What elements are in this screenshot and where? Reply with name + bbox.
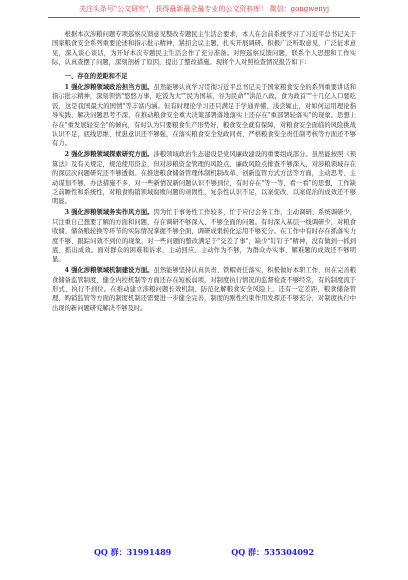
intro-paragraph: 根据本次涉粮问题专项巡察反馈意见整改专题民主生活会要求，本人在会前系统学习了习近平总书记关于国家粮食安全系列重要论述和指示批示精神，紧扣会议主题，扎实开展调研，积极广泛听取意见，广泛征求意见，深入谈心谈话，为开好本次专题民主生活会作了充分准备。对照巡察反馈问题，联系个人思想和工作实际，认真查摆了问题，深刻剖析了原因，提出了整改措施。现将个人对照检查情况报告如下：	[52, 31, 356, 67]
item-paragraph	[52, 150, 356, 206]
item-paragraph	[52, 266, 356, 313]
item-lead: 4 强化涉粮领域机制建设方面。	[64, 267, 154, 275]
item-text: 虽然能够坚持认真负责、铁帽责任落实，积极做好本职工作，但在完善粮食储备监管制度、健全内控机制等方面还存在短板弱项，对制度执行情况的监督检查不够经常，有的制度流于形式、执行不到位。在推动建立涉粮问题长效机制、防范化解粮食安全风险上，还有一定差距，粮食储备管理、购销监管等方面的制度机制还需要进一步健全完善，制度的刚性约束作用发挥还不够充分，对制度执行中出现的新问题研究解决不够及时。	[52, 267, 356, 312]
item-paragraph	[52, 83, 356, 149]
document-body	[52, 30, 356, 315]
item-text: 因为忙于事务性工作较多，忙于应付会务工作，主动调研、系统调研少，只注重自己想要了解的方面和问题，存在调研不够深入、不够全面的问题。有时深入基层一线调研少，对粮食收储、储备粮轮换等环节的实际情况掌握不够全面，调研成果转化运用不够充分。在工作中有时存在抓落实力度不够、跟踪问效不到位的现象，对一些问题的整改满足于"交差了事"，缺少"钉钉子"精神，没有做到一抓到底、抓出成效。面对群众的困难和诉求，主动回应、主动作为不够，为群众办实事、解难题的成效还不够明显。	[52, 209, 356, 264]
item-lead: 3 强化涉粮领域务实作风方面。	[64, 209, 154, 217]
item-lead: 2 强化涉粮领域探索研究方面。	[64, 151, 154, 159]
item-paragraph	[52, 208, 356, 264]
footer-qq-group-1: QQ 群：31991489	[93, 547, 172, 557]
page-header: 关注头条号"公文研究"，获得最新最全最专业的公文资料库！ 微信：gongwenyj	[48, 4, 360, 18]
footer-qq-group-2: QQ 群：535304092	[231, 547, 315, 557]
section-title: 一、存在的差距和不足	[64, 72, 128, 80]
page-footer	[48, 546, 360, 558]
item-text: 虽然能够认真学习贯彻习近平总书记关于国家粮食安全的系列重要讲话和指示批示精神，深刻领悟"悠悠万事，吃饭为大""民为国基，谷为民命""洪范八政，食为政首""十几亿人口要吃饭，这是我国最大的国情"等丰富内涵。但有时理论学习还只满足于学通弄懂、浅尝辄止，对如何运用理论指导实践、解决问题思考不深，在推动粮食安全重大决策部署落地落实上还存在"重部署轻落实"的现象。思想上存在"重发展轻安全"的倾向，有时认为只要粮食生产形势好，粮食安全就有保障，对粮食安全面临的风险挑战认识不足，底线思维、忧患意识还不够强，在落实粮食安全党政同责、严格粮食安全责任制考核等方面还不够有力。	[52, 84, 356, 148]
item-text: 涉粮领域政治生态建设是党风廉政建设的重要组成部分。虽然能按照《预算法》及有关规定，规范使用资金，但对涉粮资金管理的风险点、廉政风险点排查不够深入，对涉粮领域存在的深层次问题研究还不够透彻。在推进粮食储备管理体制机制改革、创新监管方式方法等方面，主动思考、主动谋划不够，办法措施不多，对一些新情况新问题认识不够到位，有时存在"等一等、看一看"的思想，工作缺乏前瞻性和系统性，对粮食购销领域腐败问题的顽固性、复杂性认识不足，以案促改、以案促治的成效还不够明显。	[52, 151, 356, 206]
item-lead: 1 强化涉粮领域政治担当方面。	[64, 84, 154, 92]
